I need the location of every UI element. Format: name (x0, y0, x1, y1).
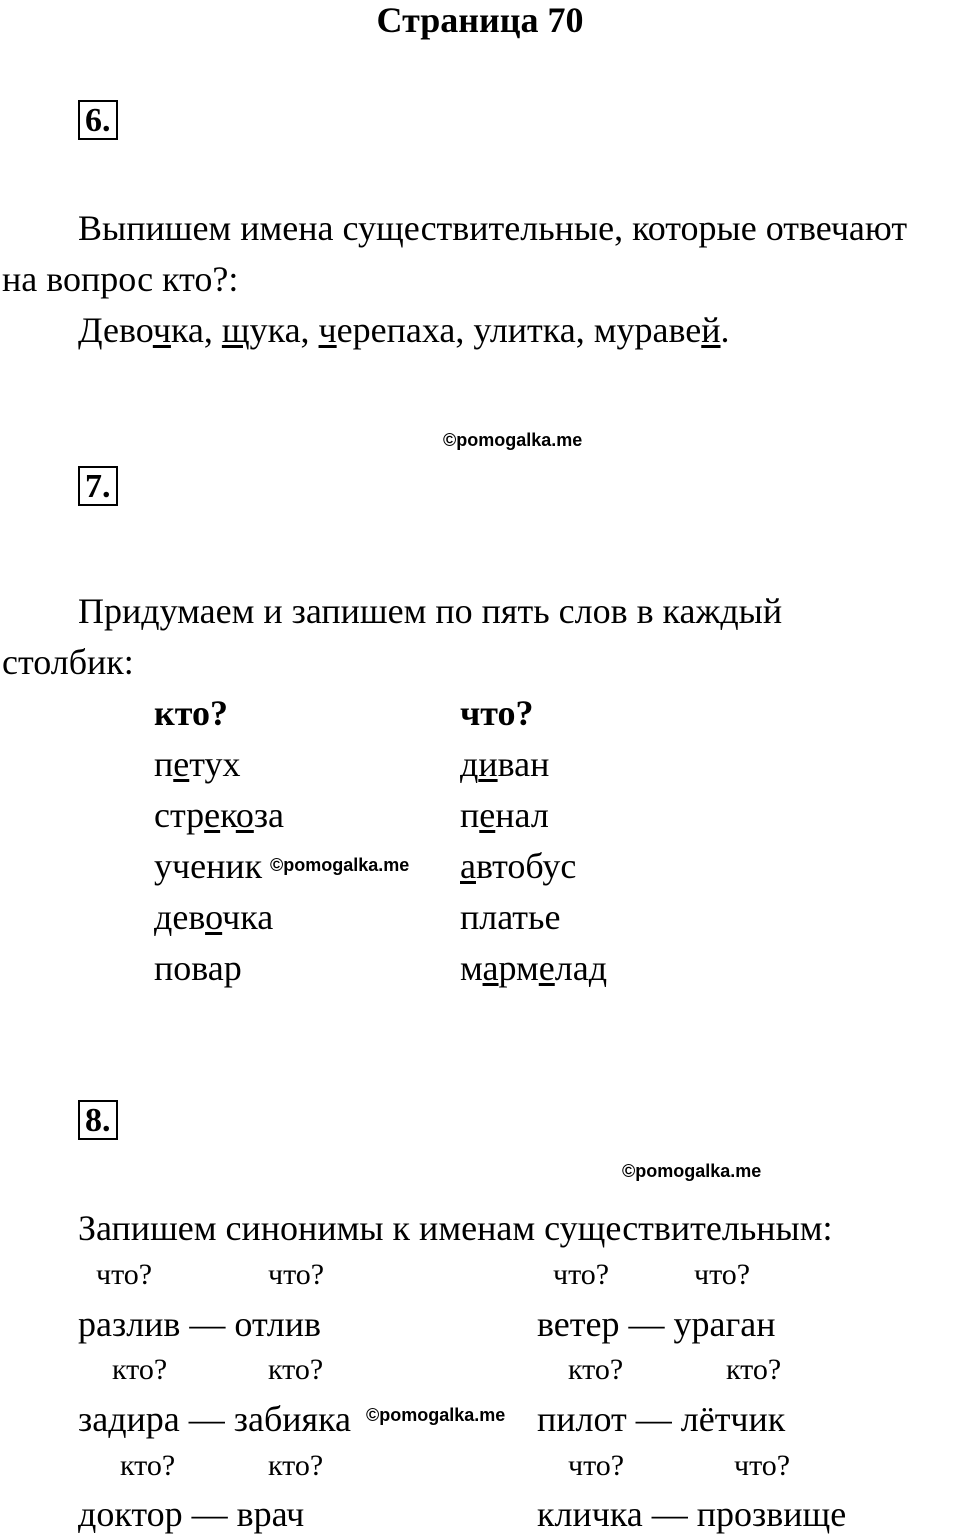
col-what-header: что? (460, 693, 534, 733)
synonym-pair: доктор — врач (78, 1494, 305, 1534)
underlined-letter: о (205, 897, 223, 937)
col-what-word: диван (460, 744, 550, 784)
col-what-word: автобус (460, 846, 577, 886)
synonym-pair: пилот — лётчик (537, 1399, 786, 1439)
watermark: ©pomogalka.me (622, 1161, 762, 1181)
question-label: что? (694, 1258, 751, 1291)
synonym-pair: задира — забияка (78, 1399, 352, 1439)
underlined-letter: о (235, 795, 254, 835)
col-who-word: повар (154, 948, 242, 988)
question-label: кто? (268, 1449, 324, 1482)
underlined-letter: е (204, 795, 221, 835)
task-8-text: Запишем синонимы к именам существительным: (78, 1208, 833, 1248)
underlined-letter: ч (318, 310, 337, 350)
underlined-letter: щ (221, 310, 250, 350)
question-label: кто? (120, 1449, 176, 1482)
synonym-pair: кличка — прозвище (537, 1494, 847, 1534)
question-label: что? (568, 1449, 625, 1482)
underlined-letter: ч (152, 310, 171, 350)
underlined-letter: е (538, 948, 555, 988)
col-who-header: кто? (154, 693, 228, 733)
question-label: что? (268, 1258, 325, 1291)
question-label: что? (96, 1258, 153, 1291)
underlined-letter: и (478, 744, 498, 784)
underlined-letter: а (482, 948, 499, 988)
task-6-number: 6. (78, 100, 118, 140)
col-who-word: стрекоза (154, 795, 285, 835)
col-what-word: мармелад (460, 948, 608, 988)
synonym-pair: разлив — отлив (78, 1304, 322, 1344)
col-what-word: платье (460, 897, 561, 937)
question-label: что? (734, 1449, 791, 1482)
col-who-word: ученик (154, 846, 263, 886)
col-who-word: петух (154, 744, 241, 784)
underlined-letter: е (479, 795, 496, 835)
underlined-letter: е (173, 744, 190, 784)
watermark: ©pomogalka.me (366, 1405, 506, 1425)
synonym-pair: ветер — ураган (537, 1304, 776, 1344)
task-6-text-line1: Выпишем имена существительные, которые отвечают (78, 208, 908, 248)
task-7-text-line1: Придумаем и запишем по пять слов в каждый (78, 591, 783, 631)
question-label: кто? (568, 1353, 624, 1386)
col-who-word: девочка (154, 897, 274, 937)
task-7-number: 7. (78, 466, 118, 506)
task-7-text-line2: столбик: (2, 642, 134, 682)
question-label: кто? (726, 1353, 782, 1386)
question-label: что? (553, 1258, 610, 1291)
task-8-number: 8. (78, 1100, 118, 1140)
watermark: ©pomogalka.me (443, 430, 583, 450)
underlined-letter: й (701, 310, 721, 350)
task-6-text-line2: на вопрос кто?: (2, 259, 239, 299)
underlined-letter: а (460, 846, 476, 886)
col-what-word: пенал (460, 795, 549, 835)
watermark: ©pomogalka.me (270, 855, 410, 875)
question-label: кто? (268, 1353, 324, 1386)
question-label: кто? (112, 1353, 168, 1386)
task-6-answer: Девочка, щука, черепаха, улитка, муравей. (78, 310, 730, 350)
page-title: Страница 70 (376, 0, 584, 40)
